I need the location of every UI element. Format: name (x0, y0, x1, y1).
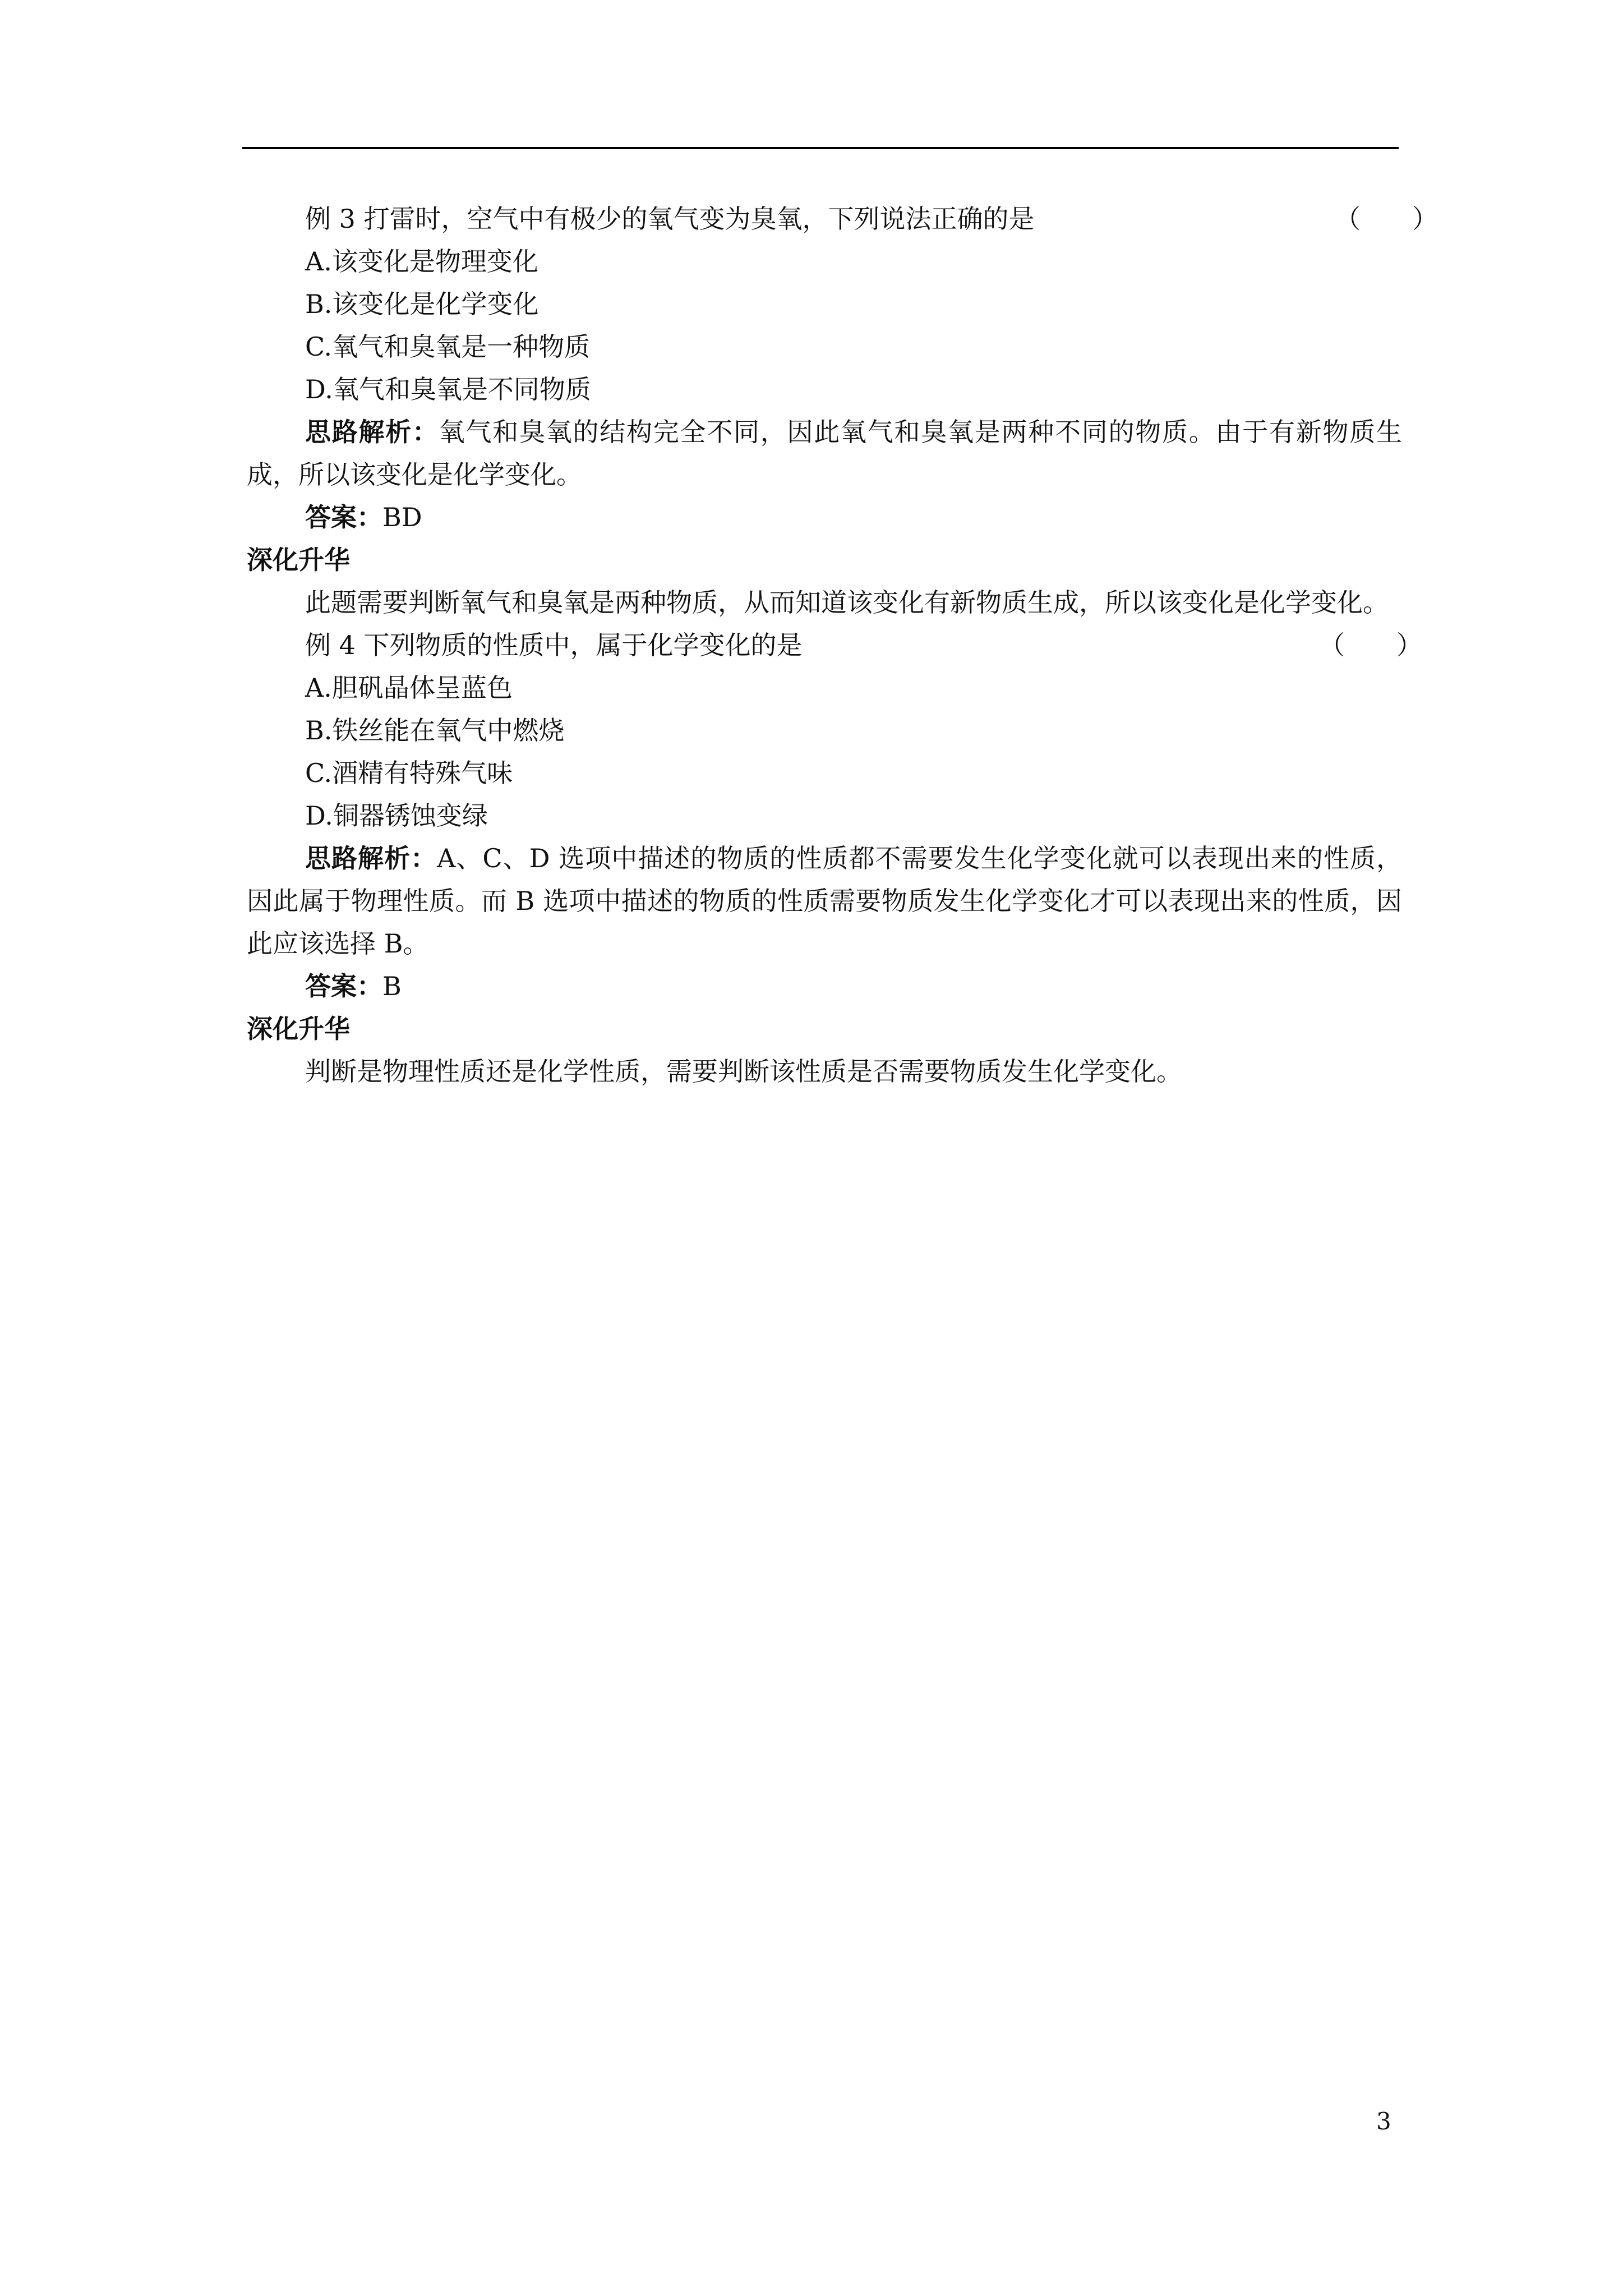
example3-deepen-heading: 深化升华 (247, 545, 350, 575)
example4-deepen-heading: 深化升华 (247, 1014, 350, 1044)
example3-answer-label: 答案： (305, 502, 382, 532)
example3-answer-text: BD (382, 502, 422, 532)
example3-answer-paren: （ ） (1335, 204, 1438, 234)
example3-answer (247, 496, 1402, 539)
example3-deepen-text: 此题需要判断氧气和臭氧是两种物质，从而知道该变化有新物质生成，所以该变化是化学变化。 (305, 587, 1389, 618)
example4-option-c: C.酒精有特殊气味 (305, 758, 513, 788)
example4-answer-text: B (382, 971, 402, 1001)
example4-deepen-text: 判断是物理性质还是化学性质，需要判断该性质是否需要物质发生化学变化。 (305, 1056, 1182, 1087)
example3-option-d: D.氧气和臭氧是不同物质 (305, 374, 591, 404)
example4-analysis-label: 思路解析： (305, 843, 437, 873)
example4-question (247, 624, 1422, 666)
example4-option-b: B.铁丝能在氧气中燃烧 (305, 715, 565, 746)
example4-answer-label: 答案： (305, 971, 382, 1001)
header-rule (242, 147, 1399, 149)
example3-question-text: 例 3 打雷时，空气中有极少的氧气变为臭氧，下列说法正确的是 (305, 204, 1035, 234)
page-content (247, 197, 1438, 1093)
example3-analysis (247, 411, 1402, 496)
example4-answer (247, 965, 1402, 1007)
example4-option-a: A.胆矾晶体呈蓝色 (305, 673, 513, 703)
example3-analysis-text: 氧气和臭氧的结构完全不同，因此氧气和臭氧是两种不同的物质。由于有新物质生成，所以该变化是化学变化。 (247, 417, 1402, 490)
example4-analysis (247, 837, 1402, 965)
example4-answer-paren: （ ） (1319, 630, 1422, 660)
example4-option-d: D.铜器锈蚀变绿 (305, 800, 488, 831)
page-number: 3 (1376, 2108, 1391, 2135)
example4-question-text: 例 4 下列物质的性质中，属于化学变化的是 (305, 630, 803, 660)
example3-analysis-label: 思路解析： (305, 417, 439, 447)
example3-option-c: C.氧气和臭氧是一种物质 (305, 332, 591, 362)
example3-option-a: A.该变化是物理变化 (305, 246, 538, 277)
example4-analysis-text: A、C、D 选项中描述的物质的性质都不需要发生化学变化就可以表现出来的性质，因此属于物理性质。而 B 选项中描述的物质的性质需要物质发生化学变化才可以表现出来的性质，因此应该选择 B。 (247, 843, 1403, 959)
example3-question (247, 197, 1438, 240)
example3-option-b: B.该变化是化学变化 (305, 289, 539, 319)
